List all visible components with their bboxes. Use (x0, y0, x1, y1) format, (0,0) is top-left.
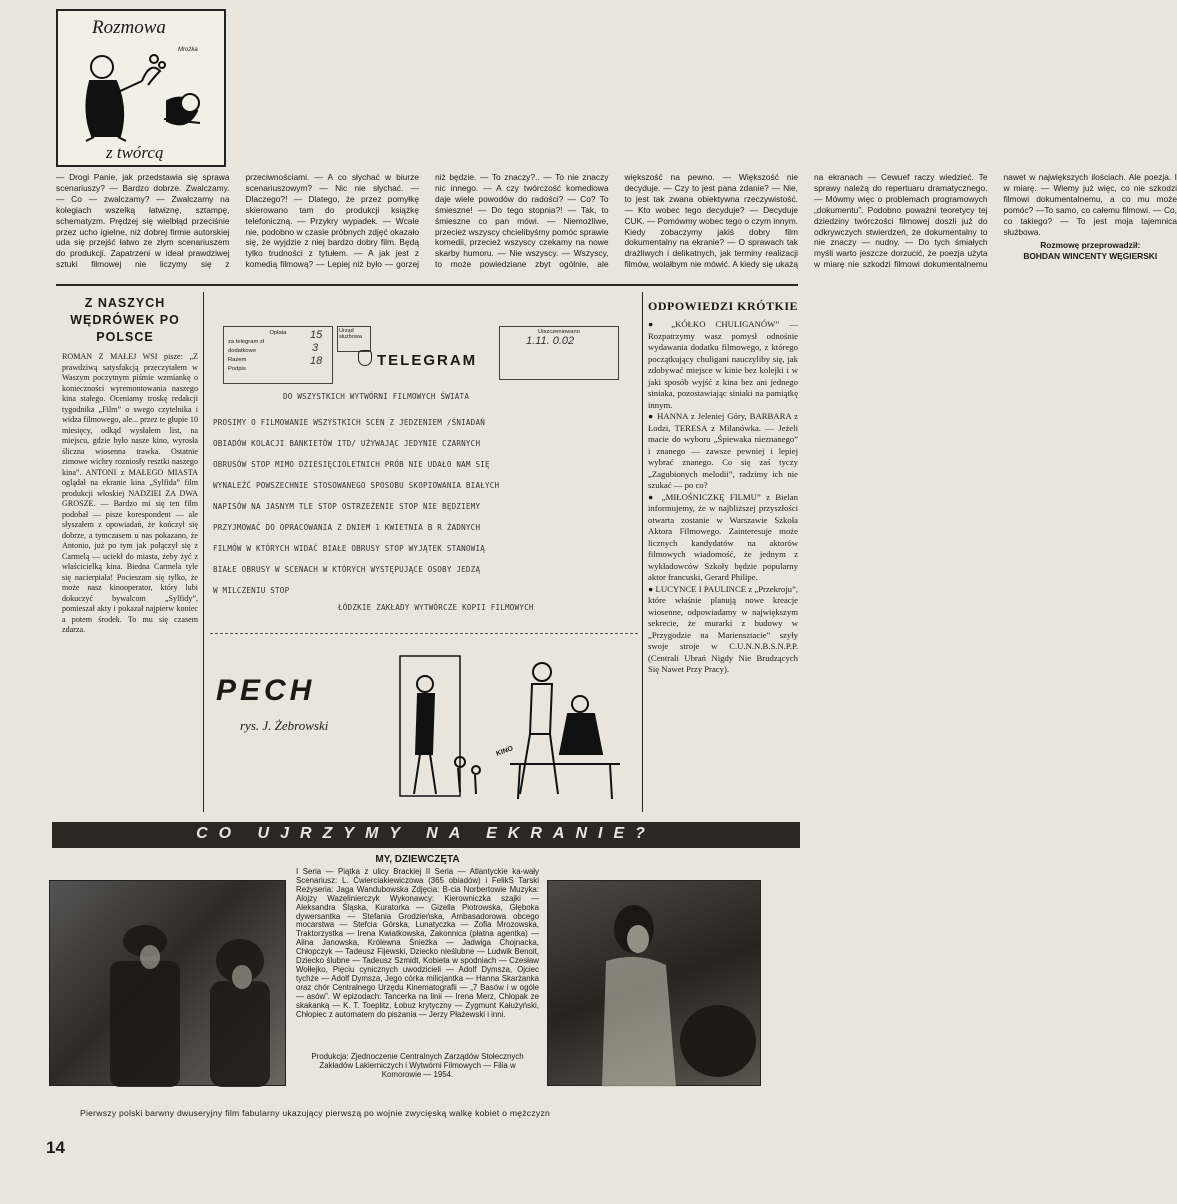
film-still-left-figures (50, 881, 287, 1087)
wedrowki-article (62, 352, 198, 832)
wedrowki-text: ROMAN Z MAŁEJ WSI pisze: „Z prawdziwą satysfakcją przeczytałem w Waszym poczytnym piśmie wzmiankę o konieczności wyremontowania naszego kina stałego. Oceniamy troskę redakcji tygodnika „Film” o swego czytelnika i widza filmowego, ale... przez te głupie 10 miesięcy, odkąd wysłałem list, na miejscu, gdzie było nasze kino, wyrosła śliczna wiosenna trawka. Ostatnie zimowe wichry rozniosły resztki naszego kina”. ANTONI z MAŁEGO MIASTA oglądał na ekranie kina „Sylfida” film produkcji włoskiej NADZIEI ZA DWA GROSZE. — Bardzo mi się ten film podobał — pisze korespondent — ale słyszałem z opowiadań, że kończył się dobrze, a tymczasem u nas pokazano, że Antonio, już po tym jak połączył się z Carmelą — uciekł do miasta, żeby żyć z właścicielką kina. Biedna Carmela tyle się nacierpiała! Pocieszam się tylko, że może nasz kinooperator, który lubi dokuczyć bywalcom „Sylfidy”, pomieszał akty i pokazał najpierw koniec a potem środek. To mu się czasem zdarza. (62, 352, 198, 634)
film-title: MY, DZIEWCZĘTA (375, 854, 460, 865)
form-val3: 18 (310, 355, 323, 367)
pech-title: PECH (216, 674, 316, 707)
form-tel: za telegram zł (228, 339, 265, 345)
film-still-right-figure (548, 881, 762, 1087)
pech-author: rys. J. Żebrowski (240, 718, 329, 733)
odpowiedzi-item: ● „MIŁOŚNICZKĘ FILMU” z Bielan informujemy, że w najbliższej przyszłości otwarta zostanie w Warszawie Szkoła Aktora Filmowego. Zainteresuje może licznych kandydatów na aktorów filmowych wiadomość, że jednym z wykładowców Szkoły będzie popularny aktor francuski, Gerard Philipe. (648, 491, 799, 582)
film-still-right (547, 880, 761, 1086)
telegram-line-7: PRZYJMOWAĆ DO OPRACOWANIA Z DNIEM 1 KWIETNIA B R ŻADNYCH (213, 523, 481, 532)
telegram-title: TELEGRAM (377, 352, 478, 369)
bullet-icon: ● (648, 411, 658, 421)
rozmowa-text: — Drogi Panie, jak przedstawia się sprawa scenariuszy? — Bardzo dobrze. Zwalczamy. — Co — zwalczamy? — Zwalczamy na kolegiach wszelką łatwiznę, sztampę, schematyzm. Prędzej się wielbłąd przeciśnie przez ucho igielne, niż dobrej firmie autorskiej uda się przejść łatwo ze złym scenariuszem do produkcji. Zapatrzeni w ideał prawdziwej sztuki filmowej nie liczymy się z przeciwnościami. — A co słychać w biurze scenariuszowym? — Nic nie słychać. — Dlaczego?! — Dlatego, że przez pomyłkę skierowano tam do produkcji książkę telefoniczną. — Przykry wypadek. — Wcale nie, podobno w czasie próbnych zdjęć okazało się, że wyjdzie z niej bardzo dobry film. Będą tylko trudności z tytułem. — A jak jest z komedią filmową? — Lepiej niż było — gorzej niż będzie. — To znaczy?.. — To nie znaczy nic innego. — A czy twórczość komediowa daje wiele powodów do radości? — Co? To śmieszne! — Do tego stopnia?! — Tak, to śmieszne co pan mówi. — Niemożliwe, przecież wszyscy chcielibyśmy pomóc sprawie komedii, przecież wszyscy czekamy na nowe skarby humoru. — Nie wszyscy. — Wszyscy, to może powiedziane zbyt ogólnie, ale większość na pewno. — Większość nie decyduje. — Czy to jest pana zdanie? — Nie, to jest tak zwana obiektywna rzeczywistość. — Kto wobec tego decyduje? — Decyduje CUK. — Pomówmy wobec tego o czym innym. Kiedy zobaczymy jakiś dobry film dokumentalny na ekranie? — O sprawach tak drażliwych i delikatnych, jak terminy realizacji filmów, wolałbym nie mówić. A kiedy się ukażą na ekranach — Cewuef raczy wiedzieć. Te sprawy należą do repertuaru dramatycznego. — Mówmy więc o problemach programowych „dokumentu”. Podobno poważni teoretycy tej dziedziny twórczości filmowej doszli już do odkrywczych stwierdzeń, że dokumentalny to nie znaczy — nudny. — Do tych śmiałych myśli warto jeszcze dorzucić, że poezja użyta w miarę nie szkodzi filmowi dokumentalnemu nawet w największych ilościach. Ale poezja. I w miarę. — Wiemy już więc, co nie szkodzi filmowi dokumentalnemu, a co mu może pomóc? —To samo, co całemu filmowi. — Co, co takiego? — To jest moja tajemnica służbowa. (56, 172, 1177, 270)
odpowiedzi-list (648, 319, 798, 829)
telegram-form (213, 320, 638, 595)
odpowiedzi-item: ● HANNA z Jeleniej Góry, BARBARA z Łodzi, TERESA z Milanówka. — Jeżeli macie do wyboru „Śpiewaka nieznanego” i znanego — zawsze pewniej i lepiej wybrać znanego. Co się zaś tyczy „Zagubionych melodii”, radzimy ich nie szukać — po co? (648, 411, 799, 490)
form-urzad: Urząd służbowa (337, 326, 371, 352)
bullet-icon: ● (648, 319, 672, 329)
odpowiedzi-item: ● „KÓŁKO CHULIGANÓW” — Rozpatrzymy wasz pomysł odnośnie wydawania dodatku filmowego, z którego początkujący chuligani nauczyliby się, jak zdobywać miejsce w kinie bez kolejki i w jaki sposób wyjść z kina bez ani jednego siniaka, pozostawiając siniaki na pamiątkę innym. (648, 319, 798, 410)
odpowiedzi-item: ● LUCYNCE I PAULINCE z „Przekroju”, które właśnie planują nowe kreacje wiosenne, odpowiadamy w największym sekrecie, że murarki z budowy w „Przygodzie na Mariensztacie” szyły swoje stroje w C.U.N.N.B.S.N.P.P. (Centrali Ubrań Nigdy Nie Brudzących Się Nawet Przy Pracy). (648, 583, 799, 674)
form-podpis: Podpis (228, 366, 246, 372)
bullet-icon: ● (648, 491, 662, 502)
wedrowki-vertical-rule (203, 292, 204, 812)
form-date: 1.11. 0.02 (526, 335, 575, 347)
rozmowa-panel-title: Rozmowa (92, 17, 166, 38)
film-still-left (49, 880, 286, 1086)
form-razem: Razem (228, 357, 247, 363)
form-oplata: Opłata (269, 330, 287, 336)
rozmowa-cartoon-drawing (72, 41, 217, 146)
telegram-line-10: W MILCZENIU STOP (213, 586, 290, 595)
wedrowki-title: Z NASZYCH WĘDRÓWEK PO POLSCE (70, 296, 180, 344)
film-credits (296, 868, 539, 1048)
ekran-banner (52, 822, 800, 848)
telegram-line-6: NAPISÓW NA JASNYM TLE STOP OSTRZEŻENIE STOP NIE BĘDZIEMY (213, 502, 481, 511)
telegram-line-9: BIAŁE OBRUSY W SCENACH W KTÓRYCH WYSTĘPUJĄCE OSOBY JEDZĄ (213, 565, 481, 574)
film-credits-text: I Seria — Piątka z ulicy Brackiej II Seria — Atlantyckie ka-wały Scenariusz: L. Ćwierciakiewiczowa (365 obiadów) i FelikS Tarski Reżyseria: Jaga Wandubowska Zdjęcia: B-cia Norbertowie Muzyka: Alojzy Wazelinierczyk Wykonawcy: Kierowniczka szajki — Aleksandra Śląska, Kuratorka — Gizella Piotrowska, Głęboka dywersantka — Stefania Grodzieńska, Ambasadorowa obcego mocarstwa — Stefcia Górska, Lunatyczka — Zofia Mrozowska, Traktorzystka — Irena Kwiatkowska, Zakonnica (płatna agentka) — Alina Janowska, Królewna Śnieżka — Jadwiga Chojnacka, Chłopczyk — Tadeusz Fijewski, Dziecko nieślubne — Ludwik Benoit, Dziecko ślubne — Tadeusz Szmidt, Kobieta w spodniach — Czesław Wołłejko, Pięciu cynicznych uwodzicieli — Adolf Dymsza, Ojciec tychże — Adolf Dymsza, Jego córka milicjantka — Hanna Skarżanka oraz chór Centralnego Urzędu Kinematografii — „7 Basów i w ogóle — asów”. W epizodach: Tancerka na linii — Irena Merz, Chłopak ze skakanką — K. T. Toeplitz, Łobuz krytyczny — Zygmunt Kałużyński, Chłopiec z automatem do piszania — Jerzy Płażewski i inni. (296, 867, 539, 1019)
film-production: Produkcja: Zjednoczenie Centralnych Zarządów Stołecznych Zakładów Lakierniczych i Wytwórni Filmowych — Filia w Komorowie — 1954. (311, 1052, 524, 1079)
form-ustalono: Uiszczeniowano (538, 329, 580, 335)
rozmowa-panel-subtitle: z twórcą (106, 143, 164, 162)
form-dod: dodatkowe (228, 348, 257, 354)
film-caption: Pierwszy polski barwny dwuseryjny film fabularny ukazujący pierwszą po wojnie zwycięską walkę kobiet o mężczyzn (80, 1108, 551, 1118)
telegram-line-3: OBIADÓW KOLACJI BANKIETÓW ITD/ UŻYWAJĄC JEDYNIE CZARNYCH (213, 439, 481, 448)
pech-drawing (380, 644, 630, 804)
pech-kino-sign: KINO (495, 745, 515, 758)
rozmowa-article (56, 172, 1177, 277)
rozmowa-byline-lead: Rozmowę przeprowadził: (1040, 240, 1141, 251)
telegram-line-2: PROSIMY O FILMOWANIE WSZYSTKICH SCEN Z JEDZENIEM /ŚNIADAŃ (213, 418, 485, 427)
form-val2: 3 (312, 342, 319, 354)
telegram-emblem-icon (358, 350, 372, 366)
telegram-line-4: OBRUSÓW STOP MIMO DZIESIĘCIOLETNICH PRÓB NIE UDAŁO NAM SIĘ (213, 460, 490, 469)
ekran-banner-text: CO UJRZYMY NA EKRANIE? (196, 825, 656, 842)
rozmowa-panel-signature: Mrożka (178, 47, 198, 53)
telegram-line-1: DO WSZYSTKICH WYTWÓRNI FILMOWYCH ŚWIATA (283, 392, 470, 401)
odpowiedzi-title: ODPOWIEDZI KRÓTKIE (648, 299, 799, 313)
telegram-signature: ŁÓDZKIE ZAKŁADY WYTWÓRCZE KOPII FILMOWYCH (338, 603, 534, 612)
form-val1: 15 (310, 329, 323, 341)
telegram-body (213, 388, 638, 595)
telegram-line-5: WYNALEŹĆ POWSZECHNIE STOSOWANEGO SPOSOBU SKOPIOWANIA BIAŁYCH (213, 481, 500, 490)
pech-cartoon (210, 633, 638, 813)
bullet-icon: ● (648, 583, 656, 594)
odpowiedzi-vertical-rule (642, 292, 643, 812)
rozmowa-byline: BOHDAN WINCENTY WĘGIERSKI (1023, 251, 1158, 262)
telegram-line-8: FILMÓW W KTÓRYCH WIDAĆ BIAŁE OBRUSY STOP WYJĄTEK STANOWIĄ (213, 544, 485, 553)
rozmowa-cartoon-panel (56, 9, 226, 167)
top-divider (56, 284, 798, 286)
page-number: 14 (46, 1138, 65, 1157)
